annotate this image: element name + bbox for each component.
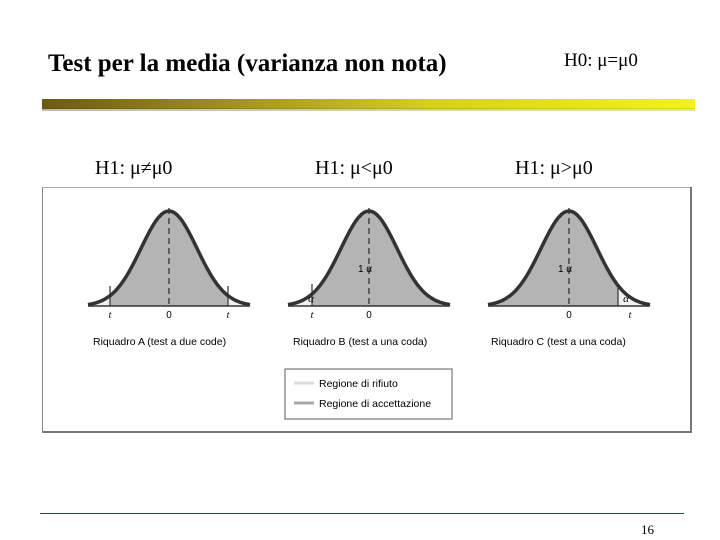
- panel-a: [88, 180, 250, 348]
- panel-a-left-rejection: [88, 180, 110, 310]
- null-hypothesis: H0: μ=μ0: [564, 50, 638, 71]
- panel-b-center-tick: 0: [366, 310, 372, 321]
- panel-a-right-tick: t: [226, 310, 230, 321]
- panel-b-left-rejection: [288, 180, 312, 310]
- slide-title: Test per la media (varianza non nota): [48, 50, 447, 77]
- panel-a-left-tick: t: [108, 310, 112, 321]
- panel-c-right-tick: t: [628, 310, 632, 321]
- panel-b-caption: Riquadro B (test a una coda): [293, 336, 428, 348]
- hypothesis-two-tailed: H1: μ≠μ0: [95, 157, 173, 179]
- legend-rejection-label: Regione di rifiuto: [319, 378, 398, 390]
- panel-c-caption: Riquadro C (test a una coda): [491, 336, 626, 348]
- panel-a-center-tick: 0: [166, 310, 172, 321]
- panel-b-one-minus-alpha-label: 1 α: [357, 264, 373, 275]
- page-number: 16: [641, 522, 654, 537]
- panel-c-alpha-label: α: [623, 293, 629, 305]
- legend-acceptance-label: Regione di accettazione: [319, 398, 432, 410]
- hypothesis-left-tailed: H1: μ<μ0: [315, 157, 393, 179]
- panel-c: [488, 180, 650, 348]
- panel-b-left-tick: t: [310, 310, 314, 321]
- panel-a-right-rejection: [228, 180, 250, 310]
- panel-c-center-tick: 0: [566, 310, 572, 321]
- panel-b-alpha-label: α: [308, 293, 314, 305]
- panel-c-one-minus-alpha-label: 1 α: [557, 264, 573, 275]
- legend-box: [285, 369, 452, 419]
- footer-rule: [40, 513, 684, 514]
- legend: [285, 369, 452, 419]
- hypothesis-right-tailed: H1: μ>μ0: [515, 157, 593, 179]
- panel-b: [288, 180, 450, 348]
- panel-a-caption: Riquadro A (test a due code): [93, 336, 227, 348]
